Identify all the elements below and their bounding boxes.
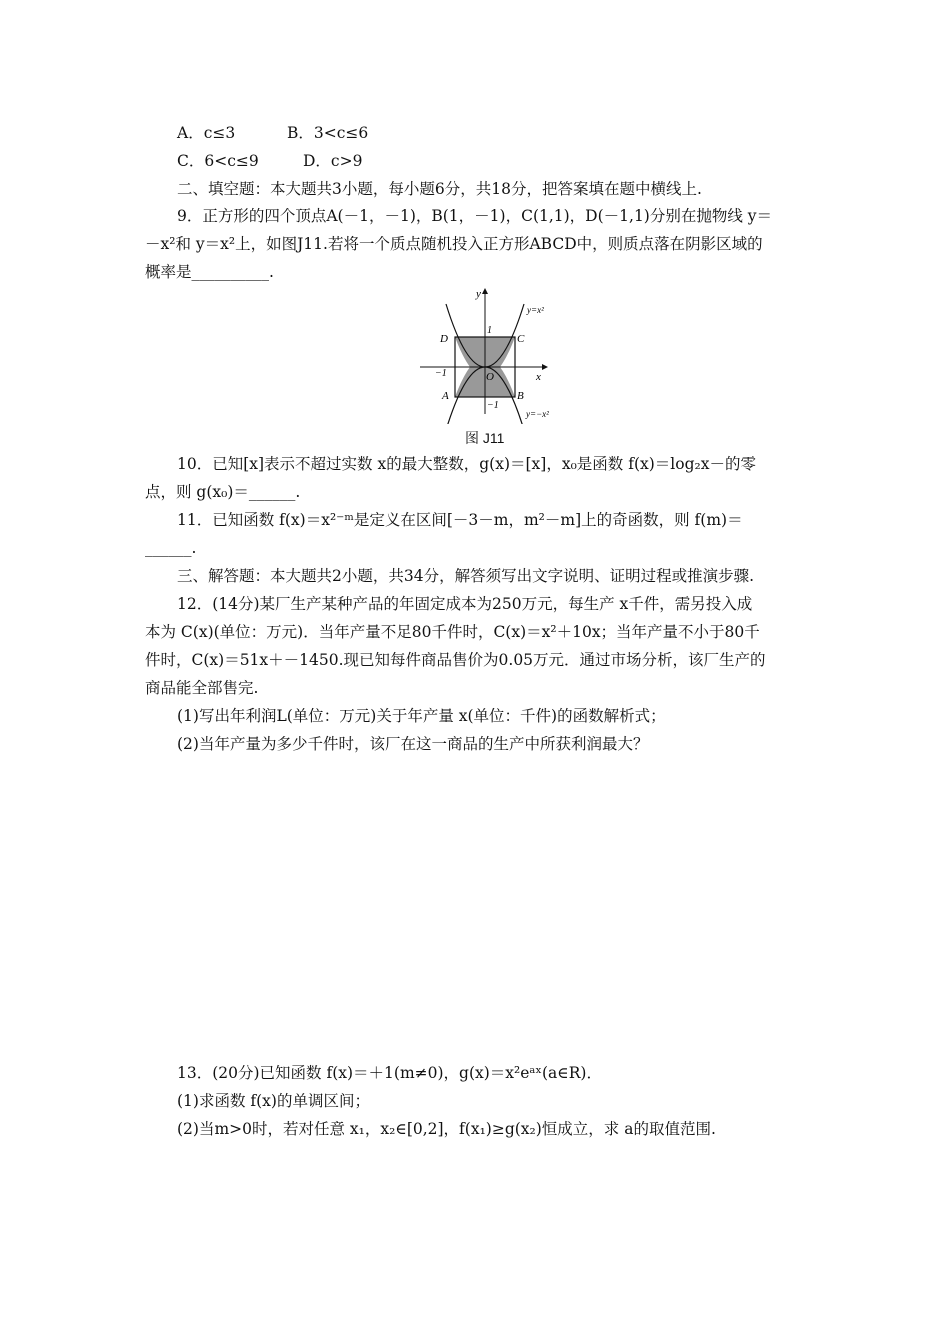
q10-line1: 10．已知[x]表示不超过实数 x的最大整数，g(x)＝[x]，x₀是函数 f(x)＝log₂x－的零 bbox=[177, 455, 756, 473]
q10-line2: 点，则 g(x₀)＝______. bbox=[145, 483, 301, 501]
option-a: A．c≤3 bbox=[177, 124, 236, 142]
label-d: D bbox=[440, 333, 448, 345]
label-one: 1 bbox=[487, 325, 492, 336]
x-axis-arrow bbox=[542, 364, 548, 370]
label-neg-one-x: −1 bbox=[435, 368, 447, 379]
q12-part1: (1)写出年利润L(单位：万元)关于年产量 x(单位：千件)的函数解析式； bbox=[177, 707, 666, 725]
q12-part2: (2)当年产量为多少千件时，该厂在这一商品的生产中所获利润最大？ bbox=[177, 735, 649, 753]
label-upper-curve: y=x² bbox=[527, 305, 544, 315]
label-y: y bbox=[476, 288, 481, 300]
label-origin: O bbox=[486, 371, 494, 383]
option-c: C．6<c≤9 bbox=[177, 152, 259, 170]
q9-line3: 概率是__________. bbox=[145, 263, 274, 281]
figure-j11 bbox=[410, 284, 560, 424]
q9-line1: 9．正方形的四个顶点A(－1，－1)，B(1，－1)，C(1,1)，D(－1,1)分别在抛物线 y＝ bbox=[177, 207, 773, 225]
label-x: x bbox=[536, 371, 541, 383]
q11-line1: 11．已知函数 f(x)＝x²⁻ᵐ是定义在区间[－3－m，m²－m]上的奇函数，则 f(m)＝ bbox=[177, 511, 743, 529]
section2-heading: 二、填空题：本大题共3小题，每小题6分，共18分，把答案填在题中横线上. bbox=[177, 180, 702, 198]
q13-part2: (2)当m>0时，若对任意 x₁，x₂∈[0,2]，f(x₁)≥g(x₂)恒成立，求 a的取值范围. bbox=[177, 1120, 716, 1138]
label-lower-curve: y=−x² bbox=[526, 409, 549, 419]
q9-line2: －x²和 y＝x²上，如图J11.若将一个质点随机投入正方形ABCD中，则质点落在阴影区域的 bbox=[145, 235, 763, 253]
option-b: B．3<c≤6 bbox=[287, 124, 369, 142]
label-c: C bbox=[517, 333, 525, 345]
q13-line1: 13．(20分)已知函数 f(x)＝＋1(m≠0)，g(x)＝x²eᵃˣ(a∈R)． bbox=[177, 1064, 602, 1082]
option-d: D．c>9 bbox=[303, 152, 363, 170]
q12-line2: 本为 C(x)(单位：万元)．当年产量不足80千件时，C(x)＝x²＋10x；当年产量不小于80千 bbox=[145, 623, 760, 641]
figure-caption: 图 J11 bbox=[465, 430, 505, 446]
q12-line1: 12．(14分)某厂生产某种产品的年固定成本为250万元，每生产 x千件，需另投入成 bbox=[177, 595, 753, 613]
section3-heading: 三、解答题：本大题共2小题，共34分，解答须写出文字说明、证明过程或推演步骤. bbox=[177, 567, 755, 585]
q12-line4: 商品能全部售完. bbox=[145, 679, 259, 697]
y-axis-arrow bbox=[482, 288, 488, 294]
parabola-figure bbox=[410, 284, 560, 424]
q13-part1: (1)求函数 f(x)的单调区间； bbox=[177, 1092, 370, 1110]
q12-line3: 件时，C(x)＝51x＋－1450.现已知每件商品售价为0.05万元．通过市场分析，该厂生产的 bbox=[145, 651, 766, 669]
label-neg-one-y: −1 bbox=[487, 400, 499, 411]
q11-line2: ______. bbox=[145, 539, 197, 557]
label-a: A bbox=[442, 390, 449, 402]
label-b: B bbox=[517, 390, 524, 402]
